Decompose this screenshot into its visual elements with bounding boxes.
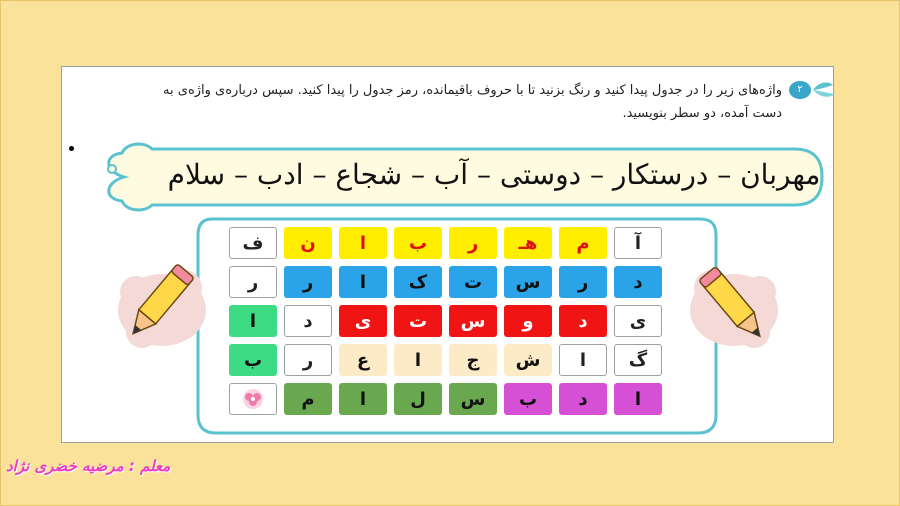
grid-cell[interactable]: و: [504, 305, 552, 337]
grid-cell[interactable]: ا: [614, 383, 662, 415]
pencil-right-icon: [688, 262, 784, 352]
grid-cell[interactable]: ج: [449, 344, 497, 376]
grid-cell[interactable]: د: [614, 266, 662, 298]
grid-cell[interactable]: د: [559, 383, 607, 415]
grid-cell[interactable]: ر: [284, 266, 332, 298]
question-number-badge: ۲: [789, 81, 811, 99]
grid-cell[interactable]: ک: [394, 266, 442, 298]
grid-cell[interactable]: ل: [394, 383, 442, 415]
question-number: [789, 79, 849, 101]
grid-cell[interactable]: ر: [284, 344, 332, 376]
grid-cell[interactable]: ا: [394, 344, 442, 376]
word-list: مهربان – درستکار – دوستی – آب – شجاع – ادب – سلام: [167, 158, 821, 191]
grid-cell[interactable]: ت: [449, 266, 497, 298]
grid-cell[interactable]: س: [449, 305, 497, 337]
grid-cell[interactable]: ب: [504, 383, 552, 415]
grid-cell[interactable]: د: [284, 305, 332, 337]
grid-cell[interactable]: ب: [394, 227, 442, 259]
grid-cell[interactable]: م: [284, 383, 332, 415]
word-list-box: [104, 141, 825, 213]
instruction-text: واژه‌های زیر را در جدول پیدا کنید و رنگ بزنید تا با حروف باقیمانده، رمز جدول را پیدا کنید. سپس درباره‌ی واژه‌ی به دست آمده، دو سطر بنویسید.: [163, 83, 782, 121]
grid-cell[interactable]: ف: [229, 227, 277, 259]
grid-cell[interactable]: م: [559, 227, 607, 259]
grid-cell[interactable]: ع: [339, 344, 387, 376]
grid-cell[interactable]: ن: [284, 227, 332, 259]
grid-cell[interactable]: ا: [339, 266, 387, 298]
bullet-dot: [69, 146, 74, 151]
grid-cell[interactable]: ی: [339, 305, 387, 337]
grid-cell-flower[interactable]: [229, 383, 277, 415]
teacher-caption: معلم : مرضیه خضری نژاد: [6, 457, 171, 475]
grid-cell[interactable]: ا: [559, 344, 607, 376]
flower-icon: [240, 388, 266, 410]
grid-cell[interactable]: ت: [394, 305, 442, 337]
grid-cell[interactable]: ا: [339, 227, 387, 259]
pencil-left-icon: [112, 262, 208, 352]
grid-cell[interactable]: ی: [614, 305, 662, 337]
grid-cell[interactable]: آ: [614, 227, 662, 259]
grid-cell[interactable]: د: [559, 305, 607, 337]
grid-cell[interactable]: ب: [229, 344, 277, 376]
grid-cell[interactable]: ا: [339, 383, 387, 415]
grid-cell[interactable]: هـ: [504, 227, 552, 259]
grid-cell[interactable]: ر: [449, 227, 497, 259]
grid-cell[interactable]: ش: [504, 344, 552, 376]
grid-cell[interactable]: ر: [559, 266, 607, 298]
grid-cell[interactable]: س: [449, 383, 497, 415]
grid-cell[interactable]: س: [504, 266, 552, 298]
grid-cell[interactable]: ا: [229, 305, 277, 337]
puzzle-area: [192, 211, 723, 441]
grid-cell[interactable]: گ: [614, 344, 662, 376]
grid-cell[interactable]: ر: [229, 266, 277, 298]
